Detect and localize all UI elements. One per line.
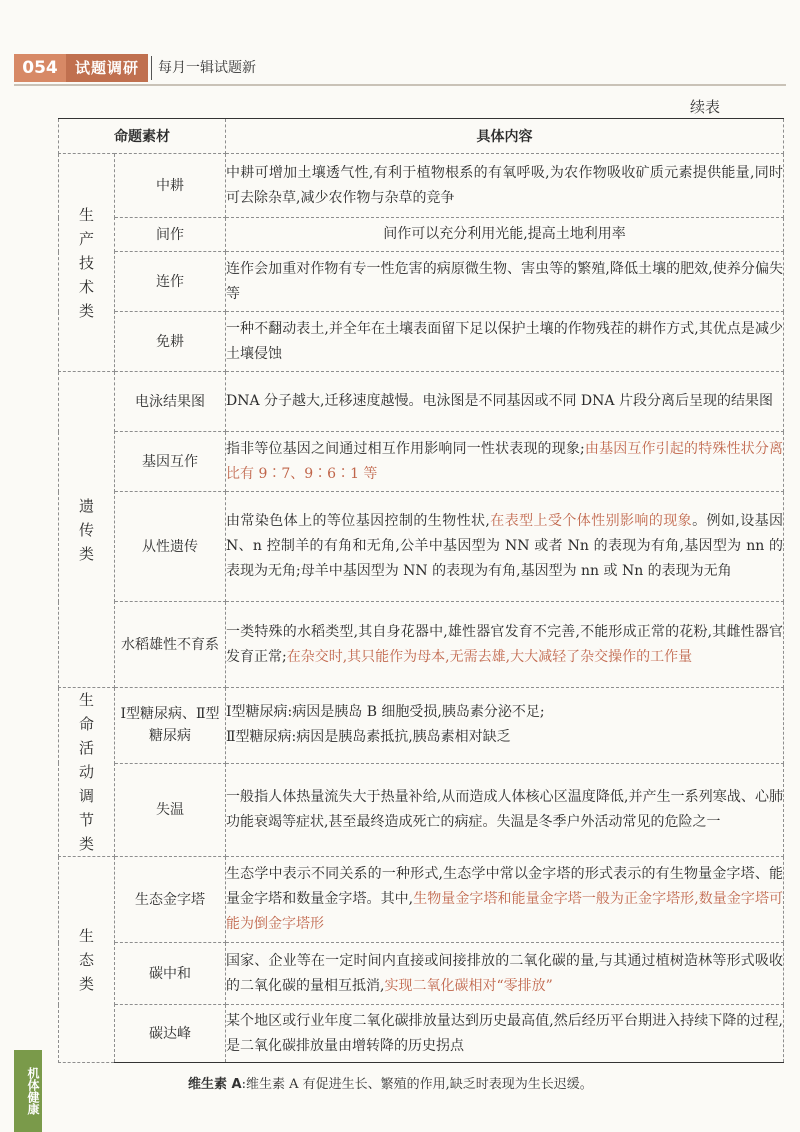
- col-header-content: 具体内容: [226, 119, 784, 154]
- content-text: 中耕可增加土壤透气性,有利于植物根系的有氧呼吸,为农作物吸收矿质元素提供能量,同时可去除杂草,减少农作物与杂草的竞争: [226, 164, 783, 206]
- category-label: 生态类: [78, 926, 94, 993]
- content-cell: [226, 857, 784, 943]
- continued-label: 续表: [689, 98, 720, 116]
- table-row: [59, 432, 784, 492]
- category-cell: [59, 372, 115, 688]
- category-label: 生命活动调节类: [78, 691, 94, 853]
- footer-note: [188, 1073, 593, 1092]
- table-row: [59, 602, 784, 688]
- content-text: 某个地区或行业年度二氧化碳排放量达到历史最高值,然后经历平台期进入持续下降的过程,是二氧化碳排放量由增转降的历史拐点: [226, 1012, 783, 1054]
- highlight-text: 生物量金字塔和能量金字塔一般为正金字塔形,数量金字塔可能为倒金字塔形: [226, 891, 784, 932]
- highlight-text: 由基因互作引起的特殊性状分离比有 9∶7、9∶6∶1 等: [226, 440, 784, 482]
- topic-cell: 失温: [115, 763, 226, 856]
- content-text: Ⅰ型糖尿病:病因是胰岛 B 细胞受损,胰岛素分泌不足;: [226, 704, 545, 721]
- table-row: [59, 252, 784, 312]
- content-cell: [226, 218, 784, 252]
- table-row: [59, 1005, 784, 1063]
- topic-cell: 水稻雄性不育系: [115, 602, 226, 688]
- category-cell: [59, 857, 115, 1063]
- content-text: 生态学中表示不同关系的一种形式,生态学中常以金字塔的形式表示的有生物量金字塔、能量金字塔和数量金字塔。其中,: [226, 866, 783, 907]
- topic-cell: 从性遗传: [115, 492, 226, 602]
- content-text: Ⅱ型糖尿病:病因是胰岛素抵抗,胰岛素相对缺乏: [226, 729, 511, 746]
- highlight-text: 在表型上受个体性别影响的现象: [489, 513, 693, 529]
- content-cell: [226, 492, 784, 602]
- topic-cell: 间作: [115, 218, 226, 252]
- highlight-text: 实现二氧化碳相对“零排放”: [384, 977, 553, 994]
- topic-cell: 碳达峰: [115, 1005, 226, 1063]
- content-text: 由常染色体上的等位基因控制的生物性状,: [226, 513, 490, 529]
- topic-cell: 电泳结果图: [115, 372, 226, 432]
- topic-cell: 碳中和: [115, 943, 226, 1005]
- content-cell: [226, 154, 784, 218]
- content-text: 指非等位基因之间通过相互作用影响同一性状表现的现象;: [226, 440, 585, 457]
- content-text: 间作可以充分利用光能,提高土地利用率: [383, 226, 626, 242]
- table-row: [59, 857, 784, 943]
- table-row: [59, 154, 784, 218]
- header-subtitle: 每月一辑试题新: [158, 60, 256, 76]
- footer-text: :维生素 A 有促进生长、繁殖的作用,缺乏时表现为生长迟缓。: [241, 1077, 593, 1092]
- topic-cell: 生态金字塔: [115, 857, 226, 943]
- content-cell: [226, 312, 784, 372]
- content-cell: [226, 252, 784, 312]
- category-cell: [59, 154, 115, 372]
- content-cell: [226, 688, 784, 764]
- content-table: [58, 118, 784, 1063]
- table-header-row: [59, 119, 784, 154]
- highlight-text: 在杂交时,其只能作为母本,无需去雄,大大减轻了杂交操作的工作量: [286, 648, 693, 665]
- content-text: 一般指人体热量流失大于热量补给,从而造成人体核心区温度降低,并产生一系列寒战、心肺功能衰竭等症状,甚至最终造成死亡的病症。失温是冬季户外活动常见的危险之一: [226, 788, 783, 830]
- content-text: DNA 分子越大,迁移速度越慢。电泳图是不同基因或不同 DNA 片段分离后呈现的结果图: [226, 393, 773, 409]
- content-cell: [226, 602, 784, 688]
- category-label: 生产技术类: [78, 205, 94, 320]
- content-text: 国家、企业等在一定时间内直接或间接排放的二氧化碳的量,与其通过植树造林等形式吸收的二氧化碳的量相互抵消,: [226, 952, 783, 994]
- table-row: [59, 372, 784, 432]
- topic-cell: Ⅰ型糖尿病、Ⅱ型糖尿病: [115, 688, 226, 764]
- header-divider: [151, 56, 152, 80]
- footer-tag: 机体健康: [14, 1050, 42, 1132]
- content-text: 一类特殊的水稻类型,其自身花器中,雄性器官发育不完善,不能形成正常的花粉,其雌性器官发育正常;: [226, 623, 783, 665]
- table-row: [59, 943, 784, 1005]
- page-number: 054: [14, 54, 66, 82]
- content-text: 一种不翻动表土,并全年在土壤表面留下足以保护土壤的作物残茬的耕作方式,其优点是减少土壤侵蚀: [226, 320, 783, 362]
- topic-cell: 免耕: [115, 312, 226, 372]
- content-cell: [226, 943, 784, 1005]
- table-row: [59, 492, 784, 602]
- content-cell: [226, 1005, 784, 1063]
- category-cell: [59, 688, 115, 857]
- table-row: [59, 312, 784, 372]
- topic-cell: 基因互作: [115, 432, 226, 492]
- topic-cell: 连作: [115, 252, 226, 312]
- section-tag: 试题调研: [66, 54, 148, 82]
- content-text: 。例如,设基因 N、n 控制羊的有角和无角,公羊中基因型为 NN 或者 Nn 的表现为有角,基因型为 nn 的表现为无角;母羊中基因型为 NN 的表现为有角,基因型为 nn 或 Nn 的表现为无角: [226, 513, 784, 579]
- footer-term: 维生素 A: [188, 1077, 242, 1092]
- page-header: [0, 0, 800, 100]
- header-rule: [14, 84, 786, 86]
- topic-cell: 中耕: [115, 154, 226, 218]
- content-cell: [226, 372, 784, 432]
- content-cell: [226, 432, 784, 492]
- col-header-material: 命题素材: [59, 119, 226, 154]
- table-row: [59, 218, 784, 252]
- category-label: 遗传类: [78, 496, 94, 563]
- content-cell: [226, 763, 784, 856]
- content-text: 连作会加重对作物有专一性危害的病原微生物、害虫等的繁殖,降低土壤的肥效,使养分偏失等: [226, 260, 783, 302]
- table-row: [59, 763, 784, 856]
- table-row: [59, 688, 784, 764]
